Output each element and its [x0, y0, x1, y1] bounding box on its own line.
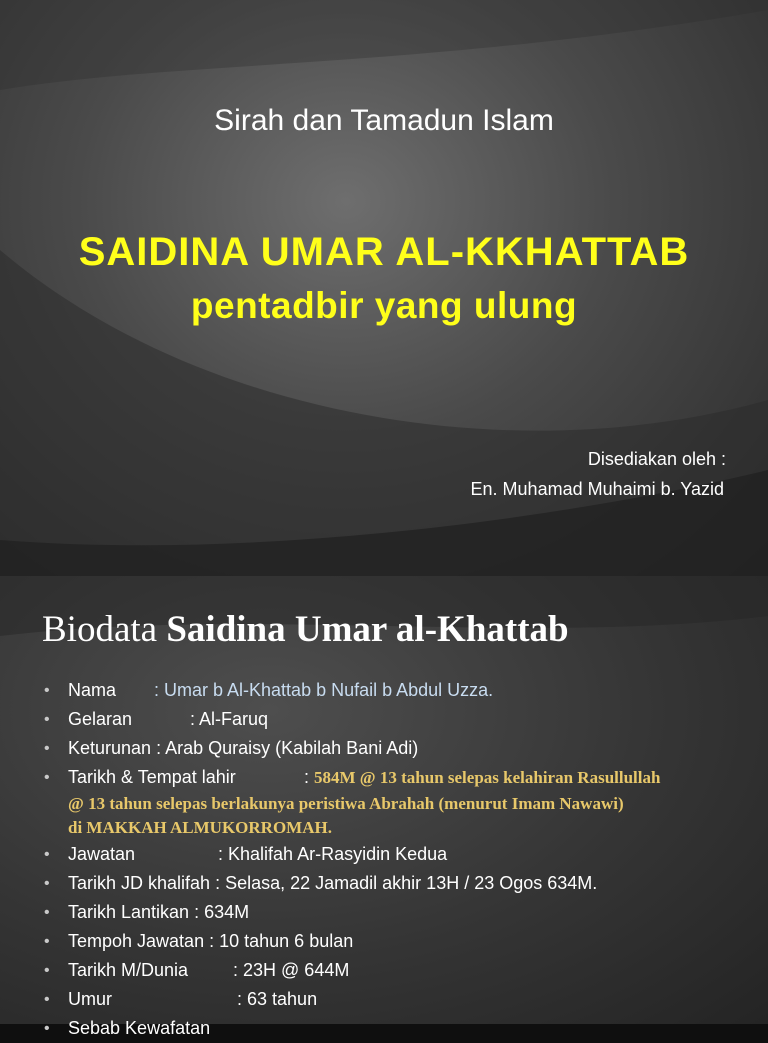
list-item-tarikh-tempat-lahir: [44, 763, 754, 840]
slide-subtitle: pentadbir yang ulung: [190, 285, 578, 326]
item-value: Khalifah Ar-Rasyidin Kedua: [228, 844, 448, 864]
list-item-tarikh-meninggal: [44, 956, 754, 985]
item-value: Selasa, 22 Jamadil akhir 13H / 23 Ogos 634M.: [225, 873, 598, 893]
item-value: Arab Quraisy (Kabilah Bani Adi): [165, 738, 419, 758]
item-label: Umur: [68, 989, 112, 1009]
item-value-line3: di MAKKAH ALMUKORROMAH.: [68, 818, 332, 837]
prepared-by-name: En. Muhamad Muhaimi b. Yazid: [470, 479, 724, 499]
item-separator: :: [190, 709, 200, 729]
list-item-tarikh-jd-khalifah: [44, 869, 754, 898]
item-separator: :: [233, 960, 244, 980]
item-separator: :: [304, 767, 315, 787]
item-label: Jawatan: [68, 844, 136, 864]
item-label: Nama: [68, 680, 117, 700]
list-item-umur: [44, 985, 754, 1014]
item-label: Tempoh Jawatan: [68, 931, 205, 951]
item-value: 634M: [204, 902, 250, 922]
item-value: 23H @ 644M: [243, 960, 350, 980]
item-label: Sebab Kewafatan: [68, 1018, 211, 1038]
list-item-gelaran: [44, 705, 754, 734]
item-separator: :: [237, 989, 248, 1009]
item-value-line1: 584M @ 13 tahun selepas kelahiran Rasullullah: [314, 768, 661, 787]
item-value: 10 tahun 6 bulan: [219, 931, 354, 951]
list-item-jawatan: [44, 840, 754, 869]
list-item-keturunan: [44, 734, 754, 763]
list-item-tempoh-jawatan: [44, 927, 754, 956]
list-item-sebab-kewafatan: [44, 1014, 754, 1043]
item-value: 63 tahun: [247, 989, 318, 1009]
item-label: Gelaran: [68, 709, 133, 729]
item-label: Tarikh M/Dunia: [68, 960, 189, 980]
item-separator: :: [154, 680, 165, 700]
biodata-slide: [0, 576, 768, 1038]
list-item-tarikh-lantikan: [44, 898, 754, 927]
prepared-by-label: Disediakan oleh :: [587, 449, 726, 469]
item-separator: :: [204, 931, 220, 951]
item-label: Tarikh & Tempat lahir: [68, 767, 236, 787]
slide-title: Biodata Saidina Umar al-Khattab: [42, 609, 569, 650]
item-label: Tarikh JD khalifah: [68, 873, 211, 893]
item-separator: :: [151, 738, 166, 758]
item-value-line2: @ 13 tahun selepas berlakunya peristiwa Abrahah (menurut Imam Nawawi): [68, 794, 624, 813]
item-label: Keturunan: [68, 738, 152, 758]
item-separator: :: [210, 873, 226, 893]
item-separator: :: [218, 844, 229, 864]
biodata-list: [44, 676, 754, 1043]
slide-title: SAIDINA UMAR AL-KKHATTAB: [78, 230, 690, 274]
item-value: Umar b Al-Khattab b Nufail b Abdul Uzza.: [164, 680, 494, 700]
item-separator: :: [189, 902, 205, 922]
course-title: Sirah dan Tamadun Islam: [214, 104, 554, 137]
item-label: Tarikh Lantikan: [68, 902, 190, 922]
item-value: Al-Faruq: [199, 709, 269, 729]
list-item-nama: [44, 676, 754, 705]
